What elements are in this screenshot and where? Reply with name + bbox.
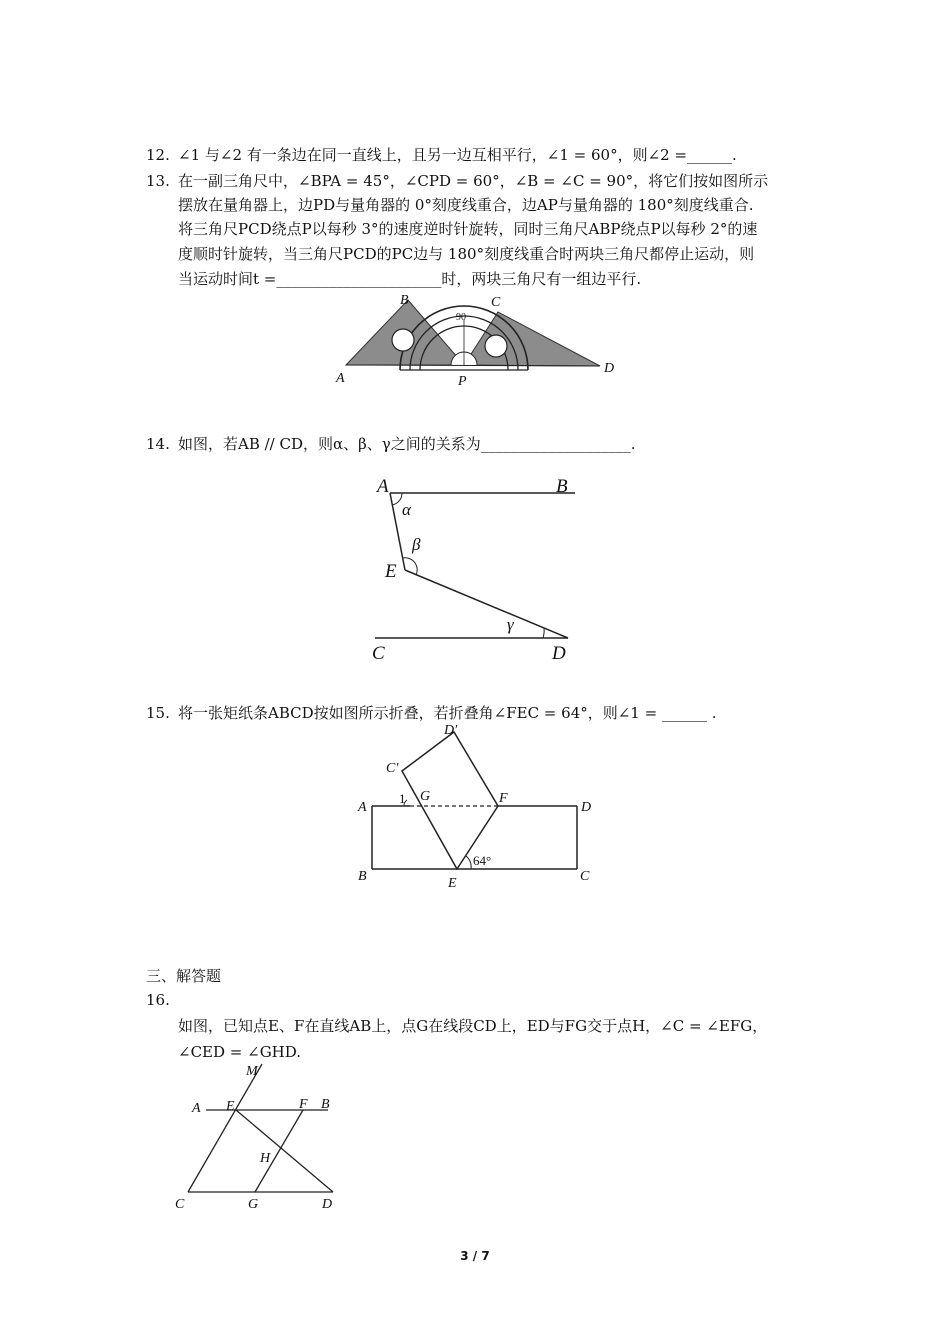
label-c: C (372, 643, 385, 664)
q14-figure (360, 468, 590, 668)
label-d: D (604, 361, 615, 376)
line-cm (188, 1064, 262, 1192)
q13-line-5: 当运动时间t =______________________时，两块三角尺有一组边平行. (178, 270, 642, 288)
arc-64 (466, 856, 471, 869)
q12-text: ∠1 与∠2 有一条边在同一直线上，且另一边互相平行，∠1 = 60°，则∠2 =______. (178, 146, 737, 164)
label-a: A (358, 800, 367, 815)
label-a: A (336, 371, 345, 386)
label-scale-90: 90 (456, 312, 466, 323)
label-b: B (358, 869, 367, 884)
label-b: B (400, 293, 409, 308)
section-title: 三、解答题 (146, 967, 222, 985)
label-beta: β (412, 535, 421, 554)
q14-text: 如图，若AB // CD，则α、β、γ之间的关系为____________________. (178, 435, 636, 453)
label-g: G (420, 789, 431, 804)
q16-number: 16. (146, 991, 170, 1009)
q15-text: 将一张矩纸条ABCD按如图所示折叠，若折叠角∠FEC = 64°，则∠1 = ______ . (178, 704, 717, 722)
q13-line-4: 度顺时针旋转，当三角尺PCD的PC边与 180°刻度线重合时两块三角尺都停止运动，则 (178, 245, 755, 263)
q13-line-1: 在一副三角尺中，∠BPA = 45°，∠CPD = 60°，∠B = ∠C = 90°，将它们按如图所示 (178, 172, 769, 190)
label-c: C (175, 1197, 185, 1212)
label-alpha: α (402, 500, 411, 519)
label-b: B (556, 476, 568, 497)
folded-part (402, 732, 498, 869)
segment-ed (405, 570, 568, 638)
label-m: M (246, 1064, 258, 1079)
label-d-prime: D′ (444, 723, 458, 738)
q15-number: 15. (146, 704, 170, 722)
label-h: H (260, 1151, 271, 1166)
q13-line-2: 摆放在量角器上，边PD与量角器的 0°刻度线重合，边AP与量角器的 180°刻度线重合. (178, 196, 754, 214)
label-c-prime: C′ (386, 761, 399, 776)
label-gamma: γ (507, 615, 514, 634)
q16-line-1: 如图，已知点E、F在直线AB上，点G在线段CD上，ED与FG交于点H，∠C = ∠EFG， (178, 1017, 768, 1035)
triangle-hole-left (392, 329, 414, 351)
page-number: 3 / 7 (460, 1249, 490, 1263)
arc-gamma (543, 628, 544, 638)
label-d: D (322, 1197, 333, 1212)
q13-line-3: 将三角尺PCD绕点P以每秒 3°的速度逆时针旋转，同时三角尺ABP绕点P以每秒 2°的速 (178, 220, 758, 238)
label-d: D (581, 800, 592, 815)
label-64: 64° (473, 853, 492, 868)
label-a: A (192, 1101, 201, 1116)
label-e: E (226, 1099, 235, 1114)
label-e: E (385, 561, 397, 582)
q12-number: 12. (146, 146, 170, 164)
q14-number: 14. (146, 435, 170, 453)
label-f: F (499, 791, 508, 806)
arc-alpha (392, 493, 402, 505)
triangle-hole-right (485, 335, 507, 357)
label-c: C (491, 295, 501, 310)
q16-figure (170, 1060, 350, 1215)
label-c: C (580, 869, 590, 884)
label-e: E (448, 876, 457, 891)
q15-figure (350, 716, 600, 894)
segment-ed (236, 1110, 333, 1192)
label-b: B (321, 1097, 330, 1112)
q16-line-2: ∠CED = ∠GHD. (178, 1043, 302, 1061)
label-d: D (552, 643, 566, 664)
q13-figure (330, 290, 630, 390)
label-f: F (299, 1097, 308, 1112)
label-a: A (377, 476, 389, 497)
label-angle-1: 1 (399, 791, 406, 806)
q13-number: 13. (146, 172, 170, 190)
label-g: G (248, 1197, 259, 1212)
label-p: P (458, 374, 467, 389)
